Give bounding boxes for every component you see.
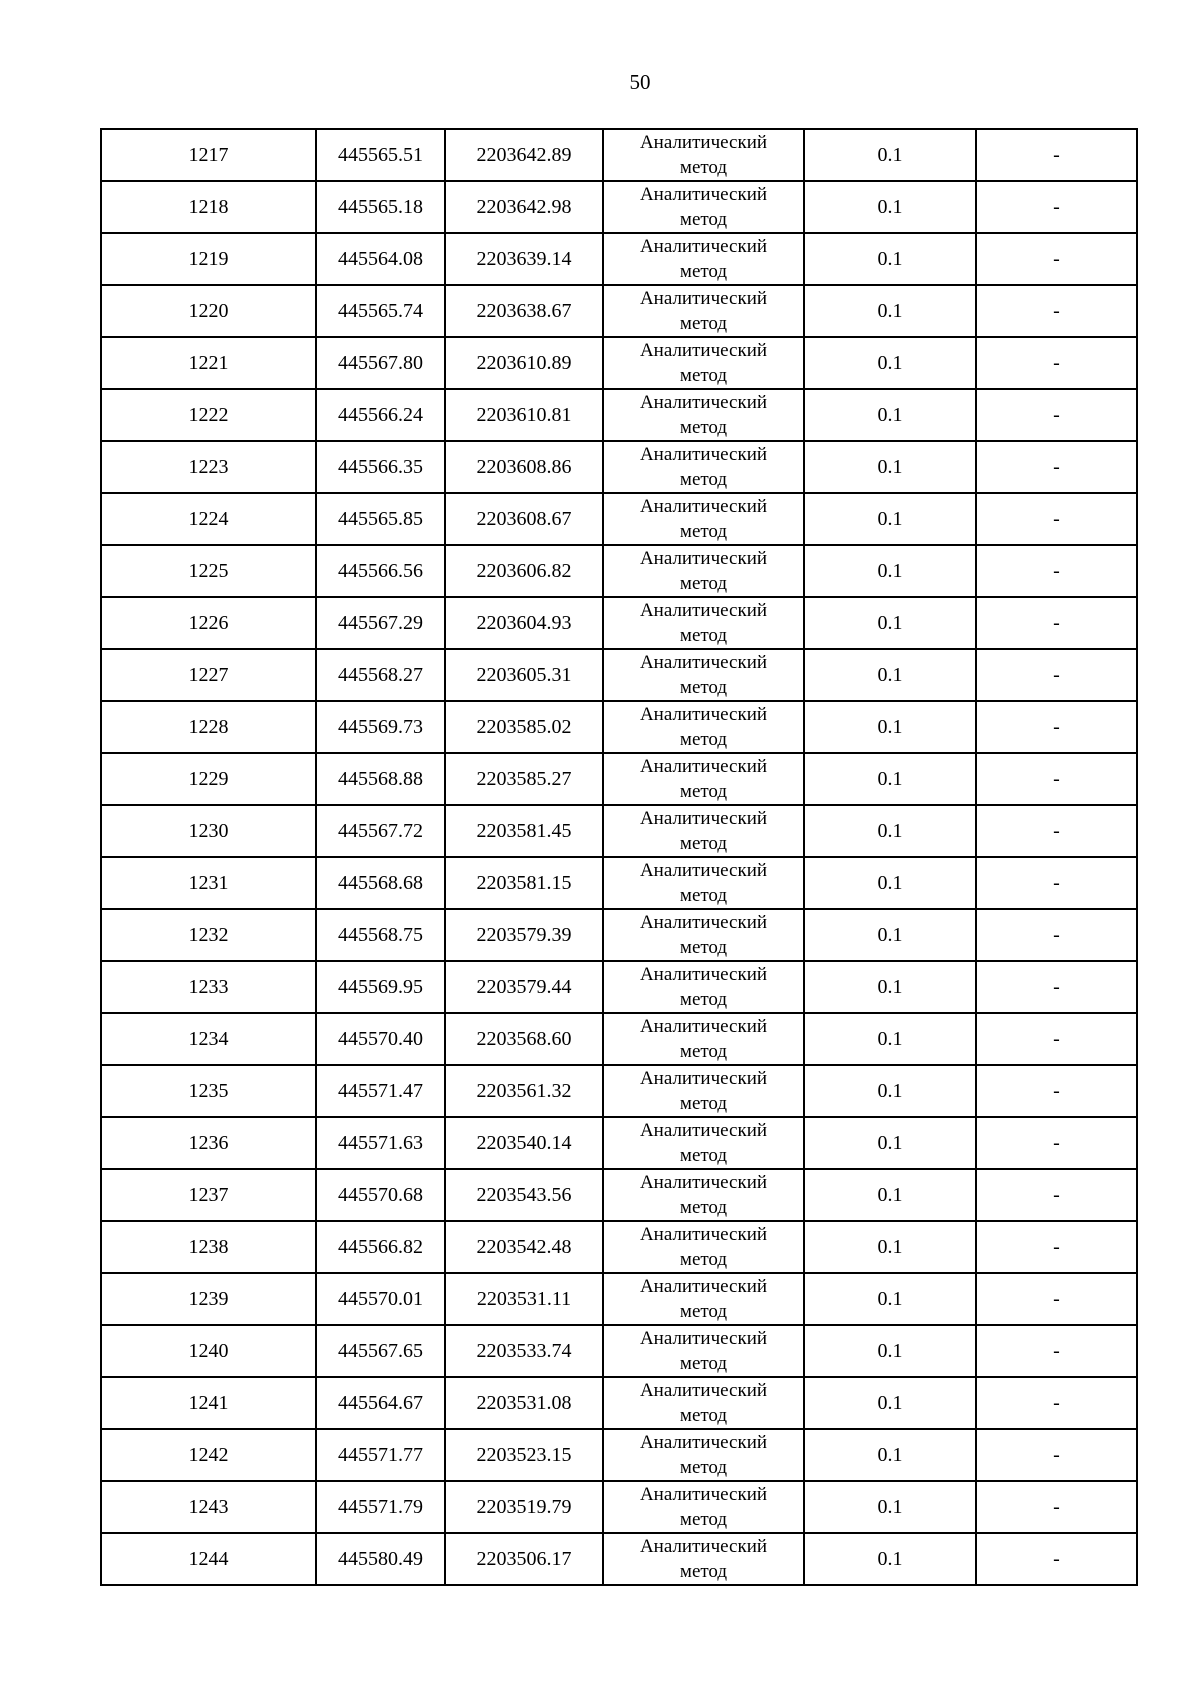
note-cell: - [976,285,1137,337]
accuracy-cell: 0.1 [804,701,976,753]
method-cell: Аналитический метод [603,493,804,545]
point-number-cell: 1223 [101,441,316,493]
x-coordinate-cell: 445567.72 [316,805,445,857]
table-row [101,181,1137,233]
point-number-cell: 1243 [101,1481,316,1533]
accuracy-cell: 0.1 [804,1533,976,1585]
y-coordinate-cell: 2203561.32 [445,1065,603,1117]
y-coordinate-cell: 2203610.81 [445,389,603,441]
x-coordinate-cell: 445567.29 [316,597,445,649]
table-row [101,493,1137,545]
method-cell: Аналитический метод [603,1117,804,1169]
method-cell: Аналитический метод [603,857,804,909]
x-coordinate-cell: 445569.95 [316,961,445,1013]
y-coordinate-cell: 2203579.39 [445,909,603,961]
accuracy-cell: 0.1 [804,1169,976,1221]
x-coordinate-cell: 445566.56 [316,545,445,597]
method-cell: Аналитический метод [603,1429,804,1481]
table-row [101,1429,1137,1481]
accuracy-cell: 0.1 [804,129,976,181]
method-cell: Аналитический метод [603,1325,804,1377]
point-number-cell: 1222 [101,389,316,441]
point-number-cell: 1220 [101,285,316,337]
method-cell: Аналитический метод [603,441,804,493]
point-number-cell: 1217 [101,129,316,181]
method-cell: Аналитический метод [603,545,804,597]
note-cell: - [976,805,1137,857]
method-cell: Аналитический метод [603,909,804,961]
point-number-cell: 1242 [101,1429,316,1481]
table-row [101,1377,1137,1429]
method-cell: Аналитический метод [603,129,804,181]
page-number: 50 [629,70,651,94]
method-cell: Аналитический метод [603,181,804,233]
accuracy-cell: 0.1 [804,441,976,493]
note-cell: - [976,389,1137,441]
point-number-cell: 1236 [101,1117,316,1169]
point-number-cell: 1225 [101,545,316,597]
note-cell: - [976,961,1137,1013]
point-number-cell: 1224 [101,493,316,545]
note-cell: - [976,701,1137,753]
table-row [101,285,1137,337]
note-cell: - [976,1533,1137,1585]
point-number-cell: 1228 [101,701,316,753]
method-cell: Аналитический метод [603,805,804,857]
accuracy-cell: 0.1 [804,1481,976,1533]
method-cell: Аналитический метод [603,649,804,701]
y-coordinate-cell: 2203523.15 [445,1429,603,1481]
method-cell: Аналитический метод [603,389,804,441]
point-number-cell: 1239 [101,1273,316,1325]
x-coordinate-cell: 445565.74 [316,285,445,337]
note-cell: - [976,1273,1137,1325]
note-cell: - [976,181,1137,233]
table-row [101,129,1137,181]
y-coordinate-cell: 2203604.93 [445,597,603,649]
table-row [101,233,1137,285]
table-row [101,337,1137,389]
table-row [101,909,1137,961]
accuracy-cell: 0.1 [804,1429,976,1481]
accuracy-cell: 0.1 [804,1065,976,1117]
y-coordinate-cell: 2203606.82 [445,545,603,597]
accuracy-cell: 0.1 [804,1013,976,1065]
note-cell: - [976,597,1137,649]
point-number-cell: 1238 [101,1221,316,1273]
point-number-cell: 1235 [101,1065,316,1117]
note-cell: - [976,493,1137,545]
note-cell: - [976,129,1137,181]
table-row [101,597,1137,649]
y-coordinate-cell: 2203642.89 [445,129,603,181]
accuracy-cell: 0.1 [804,285,976,337]
table-row [101,545,1137,597]
table-row [101,1221,1137,1273]
table-row [101,1117,1137,1169]
x-coordinate-cell: 445567.80 [316,337,445,389]
method-cell: Аналитический метод [603,1533,804,1585]
x-coordinate-cell: 445564.08 [316,233,445,285]
table-row [101,857,1137,909]
table-row [101,1533,1137,1585]
accuracy-cell: 0.1 [804,1325,976,1377]
note-cell: - [976,1065,1137,1117]
point-number-cell: 1234 [101,1013,316,1065]
x-coordinate-cell: 445571.79 [316,1481,445,1533]
note-cell: - [976,909,1137,961]
y-coordinate-cell: 2203531.11 [445,1273,603,1325]
note-cell: - [976,545,1137,597]
coordinates-table [100,128,1138,1586]
table-row [101,805,1137,857]
x-coordinate-cell: 445565.85 [316,493,445,545]
note-cell: - [976,1325,1137,1377]
y-coordinate-cell: 2203585.27 [445,753,603,805]
table-row [101,1481,1137,1533]
point-number-cell: 1227 [101,649,316,701]
method-cell: Аналитический метод [603,1065,804,1117]
point-number-cell: 1230 [101,805,316,857]
table-row [101,1169,1137,1221]
point-number-cell: 1244 [101,1533,316,1585]
y-coordinate-cell: 2203638.67 [445,285,603,337]
x-coordinate-cell: 445567.65 [316,1325,445,1377]
accuracy-cell: 0.1 [804,1221,976,1273]
x-coordinate-cell: 445571.77 [316,1429,445,1481]
x-coordinate-cell: 445565.51 [316,129,445,181]
method-cell: Аналитический метод [603,337,804,389]
note-cell: - [976,1429,1137,1481]
accuracy-cell: 0.1 [804,1117,976,1169]
table-row [101,441,1137,493]
accuracy-cell: 0.1 [804,337,976,389]
y-coordinate-cell: 2203608.86 [445,441,603,493]
y-coordinate-cell: 2203519.79 [445,1481,603,1533]
x-coordinate-cell: 445569.73 [316,701,445,753]
table-row [101,961,1137,1013]
point-number-cell: 1221 [101,337,316,389]
x-coordinate-cell: 445566.24 [316,389,445,441]
y-coordinate-cell: 2203581.45 [445,805,603,857]
method-cell: Аналитический метод [603,1481,804,1533]
note-cell: - [976,441,1137,493]
y-coordinate-cell: 2203585.02 [445,701,603,753]
method-cell: Аналитический метод [603,285,804,337]
note-cell: - [976,753,1137,805]
y-coordinate-cell: 2203581.15 [445,857,603,909]
note-cell: - [976,1221,1137,1273]
y-coordinate-cell: 2203608.67 [445,493,603,545]
y-coordinate-cell: 2203610.89 [445,337,603,389]
y-coordinate-cell: 2203542.48 [445,1221,603,1273]
x-coordinate-cell: 445568.75 [316,909,445,961]
table-row [101,1065,1137,1117]
note-cell: - [976,1481,1137,1533]
accuracy-cell: 0.1 [804,805,976,857]
note-cell: - [976,649,1137,701]
x-coordinate-cell: 445564.67 [316,1377,445,1429]
table-row [101,1325,1137,1377]
point-number-cell: 1232 [101,909,316,961]
y-coordinate-cell: 2203506.17 [445,1533,603,1585]
y-coordinate-cell: 2203533.74 [445,1325,603,1377]
accuracy-cell: 0.1 [804,545,976,597]
y-coordinate-cell: 2203568.60 [445,1013,603,1065]
accuracy-cell: 0.1 [804,233,976,285]
point-number-cell: 1229 [101,753,316,805]
y-coordinate-cell: 2203639.14 [445,233,603,285]
table-row [101,701,1137,753]
point-number-cell: 1231 [101,857,316,909]
note-cell: - [976,1377,1137,1429]
accuracy-cell: 0.1 [804,753,976,805]
y-coordinate-cell: 2203531.08 [445,1377,603,1429]
accuracy-cell: 0.1 [804,1273,976,1325]
x-coordinate-cell: 445568.27 [316,649,445,701]
method-cell: Аналитический метод [603,233,804,285]
method-cell: Аналитический метод [603,753,804,805]
x-coordinate-cell: 445568.68 [316,857,445,909]
x-coordinate-cell: 445571.63 [316,1117,445,1169]
accuracy-cell: 0.1 [804,597,976,649]
method-cell: Аналитический метод [603,701,804,753]
x-coordinate-cell: 445568.88 [316,753,445,805]
x-coordinate-cell: 445580.49 [316,1533,445,1585]
table-row [101,389,1137,441]
point-number-cell: 1219 [101,233,316,285]
accuracy-cell: 0.1 [804,961,976,1013]
point-number-cell: 1237 [101,1169,316,1221]
point-number-cell: 1240 [101,1325,316,1377]
method-cell: Аналитический метод [603,1221,804,1273]
note-cell: - [976,1117,1137,1169]
method-cell: Аналитический метод [603,1013,804,1065]
y-coordinate-cell: 2203579.44 [445,961,603,1013]
point-number-cell: 1233 [101,961,316,1013]
x-coordinate-cell: 445570.01 [316,1273,445,1325]
accuracy-cell: 0.1 [804,857,976,909]
accuracy-cell: 0.1 [804,389,976,441]
point-number-cell: 1218 [101,181,316,233]
y-coordinate-cell: 2203543.56 [445,1169,603,1221]
note-cell: - [976,1013,1137,1065]
x-coordinate-cell: 445566.35 [316,441,445,493]
table-row [101,649,1137,701]
method-cell: Аналитический метод [603,597,804,649]
method-cell: Аналитический метод [603,1377,804,1429]
table-row [101,1273,1137,1325]
accuracy-cell: 0.1 [804,1377,976,1429]
note-cell: - [976,233,1137,285]
accuracy-cell: 0.1 [804,493,976,545]
point-number-cell: 1241 [101,1377,316,1429]
x-coordinate-cell: 445570.68 [316,1169,445,1221]
accuracy-cell: 0.1 [804,649,976,701]
note-cell: - [976,1169,1137,1221]
table-row [101,753,1137,805]
point-number-cell: 1226 [101,597,316,649]
y-coordinate-cell: 2203605.31 [445,649,603,701]
y-coordinate-cell: 2203642.98 [445,181,603,233]
accuracy-cell: 0.1 [804,909,976,961]
table-body [101,129,1137,1585]
y-coordinate-cell: 2203540.14 [445,1117,603,1169]
accuracy-cell: 0.1 [804,181,976,233]
method-cell: Аналитический метод [603,1169,804,1221]
x-coordinate-cell: 445565.18 [316,181,445,233]
table-row [101,1013,1137,1065]
method-cell: Аналитический метод [603,961,804,1013]
x-coordinate-cell: 445571.47 [316,1065,445,1117]
note-cell: - [976,857,1137,909]
note-cell: - [976,337,1137,389]
x-coordinate-cell: 445570.40 [316,1013,445,1065]
x-coordinate-cell: 445566.82 [316,1221,445,1273]
method-cell: Аналитический метод [603,1273,804,1325]
